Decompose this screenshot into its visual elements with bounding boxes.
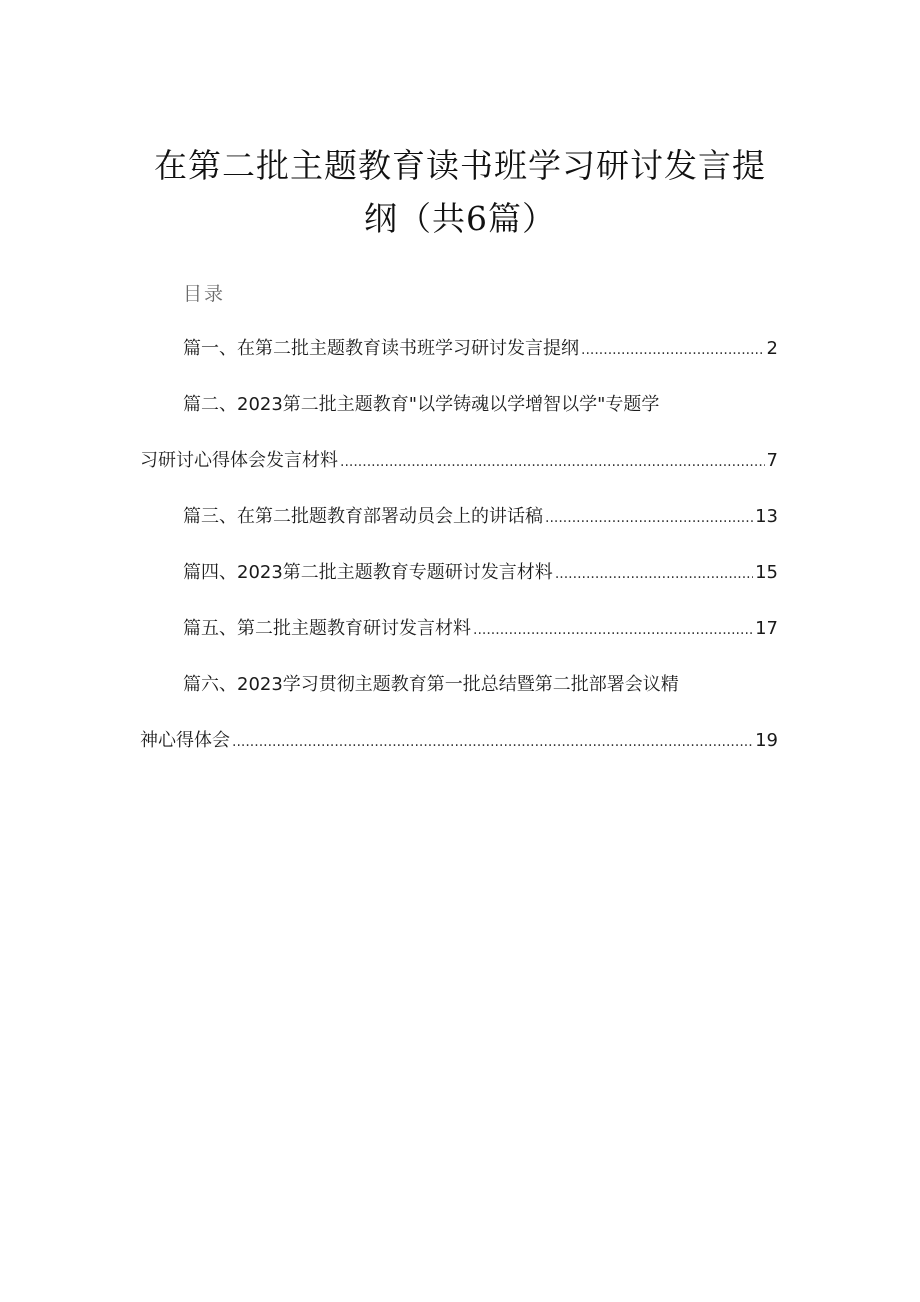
toc-entry-5[interactable] — [183, 614, 778, 640]
toc-entry-title: 篇一、在第二批主题教育读书班学习研讨发言提纲 — [183, 338, 579, 359]
toc-entry-title-cont: 神心得体会 — [140, 730, 230, 751]
toc-entry-title: 篇三、在第二批题教育部署动员会上的讲话稿 — [183, 506, 543, 527]
toc-entry-2-line-1[interactable] — [183, 390, 659, 416]
toc-entry-title: 篇四、2023第二批主题教育专题研讨发言材料 — [183, 562, 553, 583]
document-title-line-2: 纲（共6篇） — [364, 199, 556, 238]
toc-leader-dots — [232, 734, 753, 750]
toc-entry-page: 7 — [766, 450, 778, 471]
toc-entry-2-line-2[interactable] — [140, 446, 778, 472]
toc-heading: 目录 — [183, 283, 226, 305]
toc-leader-dots — [555, 566, 753, 582]
toc-entry-6-line-1[interactable] — [183, 670, 679, 696]
toc-entry-6-line-2[interactable] — [140, 726, 778, 752]
toc-leader-dots — [473, 622, 753, 638]
document-title-line-1: 在第二批主题教育读书班学习研讨发言提 — [154, 146, 766, 185]
toc-entry-page: 17 — [755, 618, 778, 639]
toc-entry-page: 19 — [755, 730, 778, 751]
toc-entry-title: 篇五、第二批主题教育研讨发言材料 — [183, 618, 471, 639]
toc-entry-page: 13 — [755, 506, 778, 527]
toc-leader-dots — [545, 510, 753, 526]
toc-entry-4[interactable] — [183, 558, 778, 584]
toc-leader-dots — [581, 342, 765, 358]
toc-entry-page: 2 — [766, 338, 778, 359]
toc-entry-title-cont: 习研讨心得体会发言材料 — [140, 450, 338, 471]
toc-entry-title: 篇六、2023学习贯彻主题教育第一批总结暨第二批部署会议精 — [183, 674, 679, 695]
toc-entry-page: 15 — [755, 562, 778, 583]
toc-entry-3[interactable] — [183, 502, 778, 528]
toc-entry-title: 篇二、2023第二批主题教育"以学铸魂以学增智以学"专题学 — [183, 394, 660, 415]
toc-entry-1[interactable] — [183, 334, 778, 360]
toc-leader-dots — [340, 454, 765, 470]
